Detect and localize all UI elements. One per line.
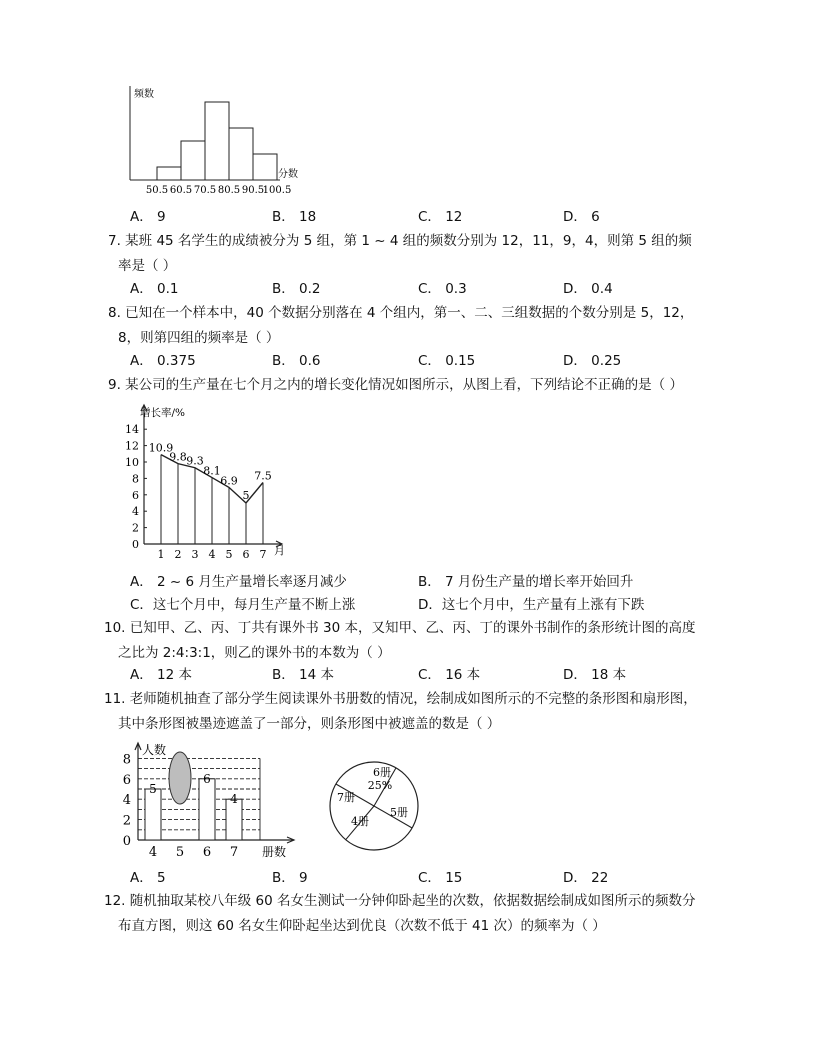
growth-rate-chart bbox=[116, 400, 296, 560]
q7-option-a[interactable]: A． 0.1 bbox=[130, 281, 179, 297]
data-label: 7.5 bbox=[254, 469, 272, 483]
q9-option-a[interactable]: A． 2 ~ 6 月生产量增长率逐月减少 bbox=[130, 574, 347, 590]
histogram-bar bbox=[181, 141, 205, 180]
q11-text-line1: 11. 老师随机抽查了部分学生阅读课外书册数的情况，绘制成如图所示的不完整的条形图和扇形图， bbox=[104, 691, 697, 707]
q9-option-c[interactable]: C．这七个月中，每月生产量不断上涨 bbox=[130, 597, 356, 613]
histogram-bar bbox=[253, 154, 277, 180]
x-tick-label: 5 bbox=[175, 845, 185, 860]
pie-label-6: 6册 bbox=[373, 766, 391, 779]
x-tick-label: 1 bbox=[157, 548, 165, 560]
ink-blot bbox=[169, 752, 191, 804]
q10-option-b[interactable]: B． 14 本 bbox=[272, 667, 335, 683]
q6-option-a[interactable]: A． 9 bbox=[130, 209, 166, 225]
x-tick-label: 6 bbox=[242, 548, 250, 560]
q7-text-line1: 7. 某班 45 名学生的成绩被分为 5 组，第 1 ~ 4 组的频数分别为 12，11，9，4，则第 5 组的频 bbox=[108, 233, 692, 249]
y-tick-label: 8 bbox=[132, 472, 139, 486]
x-axis-label: 分数 bbox=[278, 169, 298, 180]
q10-option-c[interactable]: C． 16 本 bbox=[418, 667, 481, 683]
q9-option-b[interactable]: B． 7 月份生产量的增长率开始回升 bbox=[418, 574, 634, 590]
pie-label-5: 5册 bbox=[390, 806, 408, 819]
q6-option-d[interactable]: D． 6 bbox=[563, 209, 600, 225]
pie-label-7: 7册 bbox=[337, 791, 355, 804]
histogram-bar bbox=[157, 167, 181, 180]
x-tick-label: 4 bbox=[208, 548, 216, 560]
q11-option-b[interactable]: B． 9 bbox=[272, 870, 308, 886]
y-tick-label: 14 bbox=[125, 423, 139, 437]
q8-option-c[interactable]: C． 0.15 bbox=[418, 353, 476, 369]
y-axis-label: 频数 bbox=[134, 89, 154, 100]
histogram-bar bbox=[229, 128, 253, 180]
histogram-bar bbox=[205, 102, 229, 180]
q8-text-line1: 8. 已知在一个样本中，40 个数据分别落在 4 个组内，第一、二、三组数据的个数分别是 5，12， bbox=[108, 305, 694, 321]
q10-text-line2: 之比为 2:4:3:1，则乙的课外书的本数为（ ） bbox=[118, 645, 391, 661]
y-tick-label: 0 bbox=[122, 834, 131, 849]
y-tick-label: 6 bbox=[132, 488, 139, 502]
q7-option-d[interactable]: D． 0.4 bbox=[563, 281, 613, 297]
x-tick-label: 4 bbox=[148, 845, 158, 860]
histogram-score-chart bbox=[120, 80, 300, 198]
data-label: 9.3 bbox=[186, 454, 204, 468]
q9-text: 9. 某公司的生产量在七个月之内的增长变化情况如图所示，从图上看，下列结论不正确的是（ ） bbox=[108, 377, 683, 393]
q7-option-c[interactable]: C． 0.3 bbox=[418, 281, 467, 297]
y-tick-label: 2 bbox=[122, 813, 131, 829]
x-tick-label: 100.5 bbox=[262, 185, 292, 196]
x-tick-label: 80.5 bbox=[217, 185, 241, 196]
y-tick-label: 0 bbox=[132, 538, 139, 551]
q6-option-b[interactable]: B． 18 bbox=[272, 209, 317, 225]
y-tick-label: 4 bbox=[122, 793, 131, 809]
q11-option-c[interactable]: C． 15 bbox=[418, 870, 463, 886]
y-tick-label: 12 bbox=[125, 439, 139, 453]
x-tick-label: 50.5 bbox=[145, 185, 169, 196]
x-tick-label: 3 bbox=[191, 548, 199, 560]
q12-text-line1: 12. 随机抽取某校八年级 60 名女生测试一分钟仰卧起坐的次数，依据数据绘制成如图所示的频数分 bbox=[104, 893, 696, 909]
x-axis-label: 册数 bbox=[262, 845, 287, 859]
q8-option-d[interactable]: D． 0.25 bbox=[563, 353, 622, 369]
data-label: 5 bbox=[242, 489, 250, 502]
x-tick-label: 7 bbox=[229, 845, 239, 860]
q6-option-c[interactable]: C． 12 bbox=[418, 209, 463, 225]
q11-text-line2: 其中条形图被墨迹遮盖了一部分，则条形图中被遮盖的数是（ ） bbox=[118, 716, 501, 732]
x-tick-label: 2 bbox=[174, 548, 182, 560]
y-tick-label: 10 bbox=[125, 456, 139, 469]
y-axis-label: 增长率/% bbox=[140, 407, 186, 419]
y-tick-label: 2 bbox=[132, 521, 139, 535]
x-tick-label: 6 bbox=[202, 845, 212, 860]
x-tick-label: 90.5 bbox=[241, 185, 265, 196]
data-label: 9.8 bbox=[169, 450, 187, 464]
data-label: 10.9 bbox=[148, 441, 174, 455]
x-tick-label: 5 bbox=[225, 548, 233, 560]
x-tick-label: 70.5 bbox=[193, 185, 217, 196]
q7-option-b[interactable]: B． 0.2 bbox=[272, 281, 321, 297]
y-tick-label: 6 bbox=[122, 772, 131, 788]
bar-value-label: 5 bbox=[149, 782, 157, 796]
bar bbox=[199, 779, 215, 840]
q10-option-a[interactable]: A． 12 本 bbox=[130, 667, 192, 683]
book-count-pie-chart bbox=[326, 758, 422, 854]
x-tick-label: 60.5 bbox=[169, 185, 193, 196]
q8-option-b[interactable]: B． 0.6 bbox=[272, 353, 321, 369]
q11-option-a[interactable]: A． 5 bbox=[130, 870, 166, 886]
y-tick-label: 4 bbox=[132, 505, 139, 519]
bar-value-label: 6 bbox=[203, 771, 211, 786]
x-axis-unit: 月 bbox=[274, 544, 285, 557]
pie-label-4: 4册 bbox=[351, 815, 369, 828]
bar bbox=[145, 789, 161, 840]
q10-text-line1: 10. 已知甲、乙、丙、丁共有课外书 30 本，又知甲、乙、丙、丁的课外书制作的条形统计图的高度 bbox=[104, 620, 696, 636]
q7-text-line2: 率是（ ） bbox=[118, 258, 177, 274]
bar-value-label: 4 bbox=[230, 792, 238, 807]
q9-option-d[interactable]: D．这七个月中，生产量有上涨有下跌 bbox=[418, 597, 645, 613]
y-axis-label: 人数 bbox=[142, 743, 167, 757]
q11-option-d[interactable]: D． 22 bbox=[563, 870, 609, 886]
book-count-bar-chart bbox=[116, 738, 316, 862]
q10-option-d[interactable]: D． 18 本 bbox=[563, 667, 627, 683]
data-label: 6.9 bbox=[220, 474, 238, 488]
pie-label-25pct: 25% bbox=[367, 779, 393, 792]
q8-text-line2: 8，则第四组的频率是（ ） bbox=[118, 330, 280, 346]
data-label: 8.1 bbox=[203, 464, 221, 478]
x-tick-label: 7 bbox=[259, 548, 267, 560]
q12-text-line2: 布直方图，则这 60 名女生仰卧起坐达到优良（次数不低于 41 次）的频率为（ ） bbox=[118, 918, 606, 934]
y-tick-label: 8 bbox=[122, 752, 131, 768]
q8-option-a[interactable]: A． 0.375 bbox=[130, 353, 196, 369]
